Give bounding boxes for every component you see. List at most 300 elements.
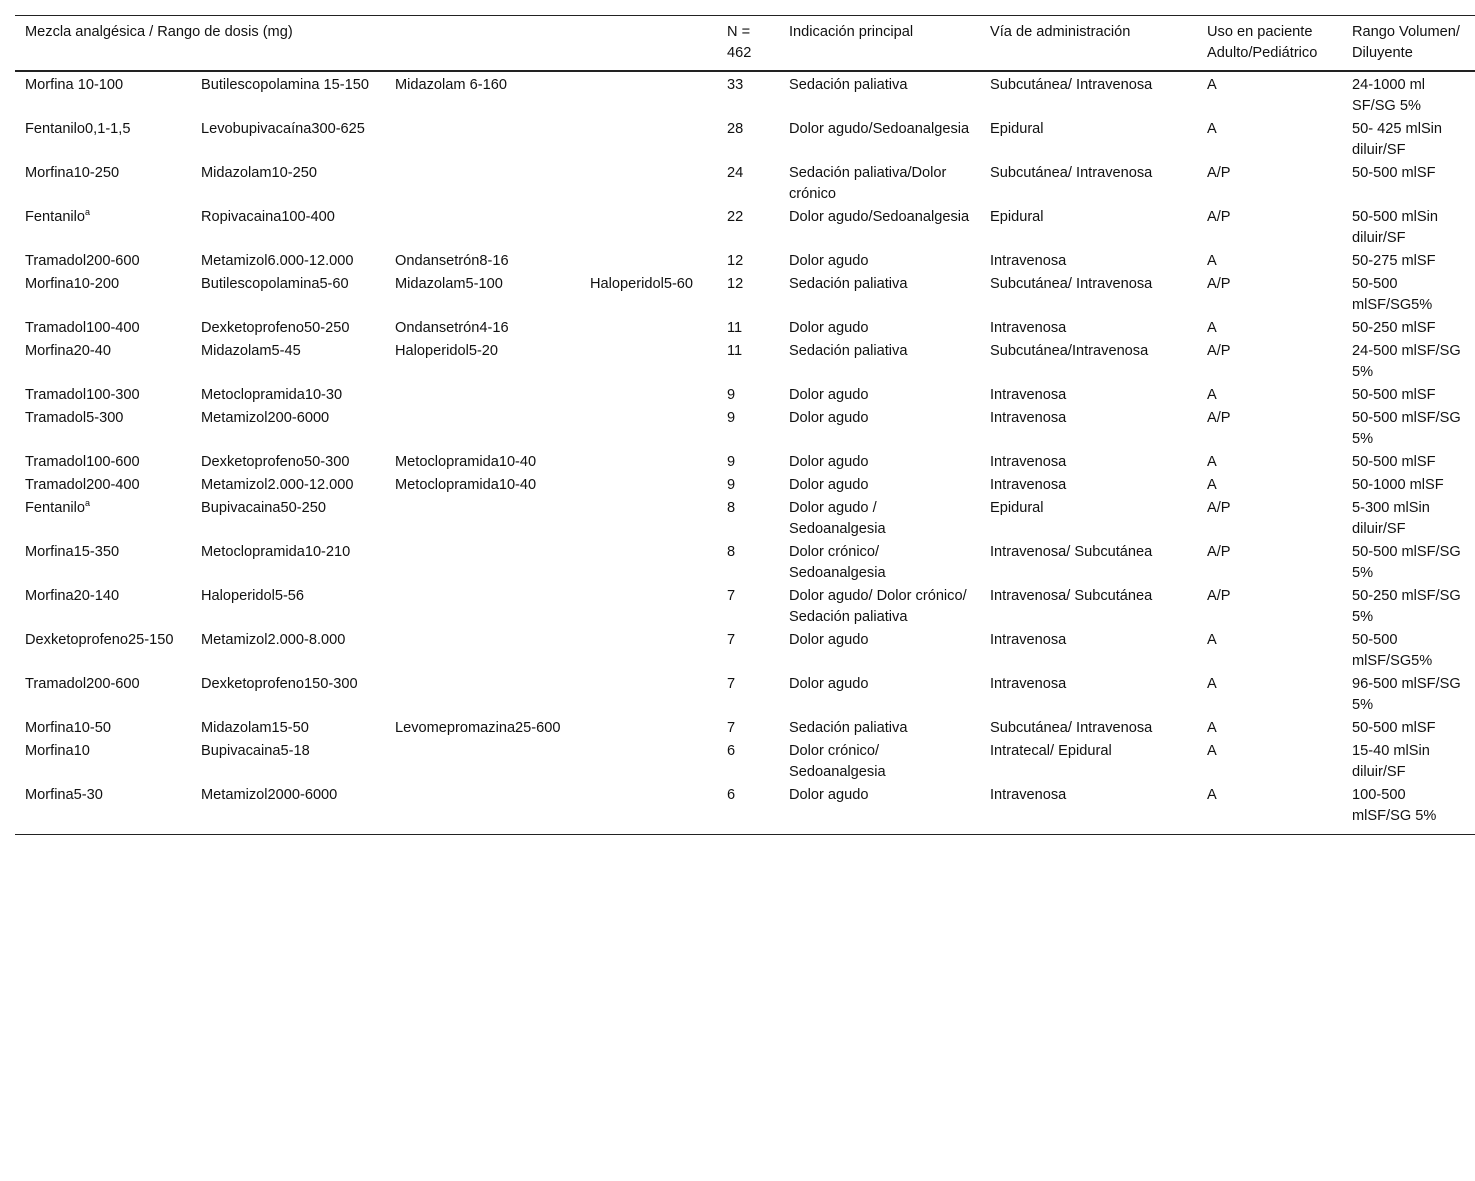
route-cell <box>980 585 1197 629</box>
n-cell <box>717 206 779 250</box>
indication-cell <box>779 317 980 340</box>
route-cell-text: Intratecal/ Epidural <box>990 743 1112 759</box>
route-cell-text: Intravenosa <box>990 387 1067 403</box>
n-cell-text: 7 <box>727 632 736 648</box>
drug-1-cell <box>15 384 191 407</box>
route-cell-text: Intravenosa <box>990 410 1067 426</box>
volume-cell-text: 50-500 mlSF/SG 5% <box>1352 410 1461 447</box>
table-row <box>15 384 1475 407</box>
drug-1-cell <box>15 118 191 162</box>
drug-1-cell-text: Fentanilo <box>25 500 86 516</box>
drug-2-cell-text: Ropivacaina100-400 <box>201 209 335 225</box>
n-cell <box>717 474 779 497</box>
route-cell <box>980 497 1197 541</box>
volume-cell <box>1342 118 1475 162</box>
route-cell-text: Intravenosa <box>990 454 1067 470</box>
drug-1-cell <box>15 340 191 384</box>
indication-cell-text: Dolor agudo/Sedoanalgesia <box>789 121 970 137</box>
volume-cell <box>1342 717 1475 740</box>
route-cell <box>980 673 1197 717</box>
drug-2-cell-text: Metamizol200-6000 <box>201 410 330 426</box>
n-cell-text: 33 <box>727 77 744 93</box>
drug-3-cell <box>385 451 580 474</box>
n-cell <box>717 673 779 717</box>
drug-1-cell <box>15 250 191 273</box>
indication-cell-text: Sedación paliativa <box>789 720 908 736</box>
drug-1-cell-text: Morfina10-250 <box>25 165 120 181</box>
indication-cell <box>779 629 980 673</box>
route-cell-text: Epidural <box>990 121 1044 137</box>
n-cell-text: 7 <box>727 720 736 736</box>
drug-2-cell-text: Metamizol2000-6000 <box>201 787 338 803</box>
drug-2-cell-text: Midazolam15-50 <box>201 720 309 736</box>
table-row <box>15 497 1475 541</box>
drug-2-cell-text: Metoclopramida10-210 <box>201 544 351 560</box>
use-cell-text: A/P <box>1207 588 1231 604</box>
use-cell-text: A <box>1207 632 1217 648</box>
n-cell-text: 6 <box>727 787 736 803</box>
drug-1-cell-text: Tramadol100-600 <box>25 454 140 470</box>
n-cell <box>717 407 779 451</box>
drug-2-cell-text: Dexketoprofeno50-250 <box>201 320 350 336</box>
n-cell-text: 22 <box>727 209 744 225</box>
n-cell-text: 28 <box>727 121 744 137</box>
n-cell-text: 24 <box>727 165 744 181</box>
route-cell-text: Intravenosa/ Subcutánea <box>990 588 1153 604</box>
drug-3-cell <box>385 317 580 340</box>
drug-2-cell <box>191 474 385 497</box>
drug-4-cell <box>580 118 717 162</box>
drug-3-cell <box>385 384 580 407</box>
use-cell <box>1197 541 1342 585</box>
use-cell <box>1197 497 1342 541</box>
volume-cell-text: 96-500 mlSF/SG 5% <box>1352 676 1461 713</box>
volume-cell-text: 50-500 mlSF/SG5% <box>1352 632 1433 669</box>
indication-cell <box>779 340 980 384</box>
drug-1-cell <box>15 407 191 451</box>
drug-2-cell <box>191 118 385 162</box>
n-cell <box>717 740 779 784</box>
drug-1-cell-text: Tramadol200-600 <box>25 676 140 692</box>
drug-1-cell-text: Tramadol100-300 <box>25 387 140 403</box>
route-cell-text: Subcutánea/ Intravenosa <box>990 165 1153 181</box>
drug-3-cell <box>385 162 580 206</box>
indication-cell <box>779 250 980 273</box>
route-cell <box>980 740 1197 784</box>
drug-4-cell <box>580 250 717 273</box>
drug-1-cell <box>15 497 191 541</box>
n-cell-text: 8 <box>727 544 736 560</box>
drug-3-cell-text: Ondansetrón4-16 <box>395 320 509 336</box>
indication-cell <box>779 474 980 497</box>
drug-3-cell <box>385 740 580 784</box>
indication-cell-text: Dolor crónico/ Sedoanalgesia <box>789 743 886 780</box>
drug-2-cell <box>191 629 385 673</box>
indication-cell-text: Dolor agudo/ Dolor crónico/ Sedación paliativa <box>789 588 967 625</box>
drug-3-cell-text: Metoclopramida10-40 <box>395 454 537 470</box>
route-cell <box>980 317 1197 340</box>
drug-1-cell-text: Tramadol100-400 <box>25 320 140 336</box>
use-cell-text: A <box>1207 787 1217 803</box>
drug-2-cell <box>191 206 385 250</box>
drug-2-cell-text: Metoclopramida10-30 <box>201 387 343 403</box>
route-cell <box>980 407 1197 451</box>
volume-cell-text: 50-275 mlSF <box>1352 253 1436 269</box>
drug-2-cell <box>191 250 385 273</box>
n-cell-text: 9 <box>727 477 736 493</box>
table-row <box>15 629 1475 673</box>
drug-2-cell <box>191 451 385 474</box>
n-cell <box>717 340 779 384</box>
footnote-marker: a <box>85 498 91 508</box>
n-cell-text: 11 <box>727 343 743 359</box>
drug-2-cell-text: Midazolam5-45 <box>201 343 301 359</box>
drug-2-cell-text: Butilescopolamina5-60 <box>201 276 349 292</box>
drug-2-cell-text: Dexketoprofeno150-300 <box>201 676 358 692</box>
indication-cell <box>779 384 980 407</box>
n-cell <box>717 717 779 740</box>
n-cell <box>717 250 779 273</box>
volume-cell-text: 15-40 mlSin diluir/SF <box>1352 743 1430 780</box>
indication-cell-text: Dolor agudo <box>789 454 869 470</box>
use-cell <box>1197 585 1342 629</box>
route-cell-text: Subcutánea/ Intravenosa <box>990 77 1153 93</box>
drug-4-cell <box>580 71 717 118</box>
volume-cell-text: 50-500 mlSF <box>1352 165 1436 181</box>
n-cell-text: 11 <box>727 320 743 336</box>
route-cell-text: Subcutánea/ Intravenosa <box>990 720 1153 736</box>
indication-cell-text: Dolor agudo <box>789 387 869 403</box>
drug-3-cell <box>385 673 580 717</box>
route-cell <box>980 717 1197 740</box>
table-row <box>15 317 1475 340</box>
drug-4-cell <box>580 740 717 784</box>
volume-cell <box>1342 629 1475 673</box>
table-row <box>15 673 1475 717</box>
use-cell <box>1197 317 1342 340</box>
volume-cell-text: 50-500 mlSF <box>1352 454 1436 470</box>
route-cell <box>980 71 1197 118</box>
volume-cell <box>1342 273 1475 317</box>
drug-4-cell <box>580 585 717 629</box>
table-header <box>15 16 1475 72</box>
drug-3-cell <box>385 118 580 162</box>
drug-1-cell <box>15 740 191 784</box>
indication-cell <box>779 585 980 629</box>
route-cell <box>980 629 1197 673</box>
indication-cell <box>779 71 980 118</box>
drug-4-cell <box>580 273 717 317</box>
volume-cell <box>1342 407 1475 451</box>
n-cell-text: 7 <box>727 588 736 604</box>
use-cell-text: A <box>1207 387 1217 403</box>
table-row <box>15 273 1475 317</box>
drug-2-cell <box>191 541 385 585</box>
n-cell <box>717 497 779 541</box>
header-route: Vía de administración <box>990 24 1131 40</box>
indication-cell <box>779 717 980 740</box>
route-cell-text: Intravenosa/ Subcutánea <box>990 544 1153 560</box>
drug-3-cell-text: Ondansetrón8-16 <box>395 253 509 269</box>
drug-3-cell <box>385 206 580 250</box>
drug-3-cell-text: Haloperidol5-20 <box>395 343 499 359</box>
use-cell-text: A <box>1207 743 1217 759</box>
drug-1-cell-text: Morfina20-140 <box>25 588 120 604</box>
drug-3-cell-text: Midazolam5-100 <box>395 276 503 292</box>
drug-3-cell-text: Metoclopramida10-40 <box>395 477 537 493</box>
drug-1-cell <box>15 206 191 250</box>
route-cell <box>980 118 1197 162</box>
route-cell <box>980 784 1197 835</box>
n-cell <box>717 629 779 673</box>
volume-cell-text: 50-500 mlSin diluir/SF <box>1352 209 1438 246</box>
volume-cell-text: 50-500 mlSF/SG 5% <box>1352 544 1461 581</box>
drug-1-cell <box>15 585 191 629</box>
drug-4-cell <box>580 340 717 384</box>
drug-1-cell-text: Fentanilo <box>25 209 86 225</box>
drug-2-cell-text: Haloperidol5-56 <box>201 588 305 604</box>
drug-1-cell <box>15 317 191 340</box>
n-cell-text: 7 <box>727 676 736 692</box>
use-cell <box>1197 451 1342 474</box>
table-row <box>15 71 1475 118</box>
drug-1-cell <box>15 673 191 717</box>
volume-cell <box>1342 497 1475 541</box>
drug-3-cell <box>385 71 580 118</box>
indication-cell <box>779 451 980 474</box>
table-row <box>15 206 1475 250</box>
route-cell-text: Epidural <box>990 500 1044 516</box>
volume-cell <box>1342 317 1475 340</box>
drug-1-cell-text: Morfina10-200 <box>25 276 120 292</box>
volume-cell-text: 24-500 mlSF/SG 5% <box>1352 343 1461 380</box>
drug-2-cell <box>191 717 385 740</box>
drug-2-cell <box>191 317 385 340</box>
drug-1-cell-text: Morfina10 <box>25 743 90 759</box>
n-cell <box>717 384 779 407</box>
volume-cell-text: 24-1000 ml SF/SG 5% <box>1352 77 1426 114</box>
n-cell-text: 12 <box>727 253 744 269</box>
header-n: N = 462 <box>727 24 752 61</box>
drug-3-cell <box>385 784 580 835</box>
table-row <box>15 784 1475 835</box>
header-mix: Mezcla analgésica / Rango de dosis (mg) <box>25 24 293 40</box>
indication-cell-text: Dolor agudo <box>789 632 869 648</box>
drug-2-cell <box>191 273 385 317</box>
header-volume: Rango Volumen/ Diluyente <box>1352 24 1460 61</box>
drug-3-cell <box>385 474 580 497</box>
route-cell <box>980 384 1197 407</box>
volume-cell-text: 50-500 mlSF <box>1352 387 1436 403</box>
use-cell <box>1197 784 1342 835</box>
drug-2-cell-text: Bupivacaina50-250 <box>201 500 326 516</box>
use-cell <box>1197 162 1342 206</box>
n-cell <box>717 162 779 206</box>
volume-cell <box>1342 541 1475 585</box>
route-cell-text: Intravenosa <box>990 320 1067 336</box>
drug-2-cell-text: Midazolam10-250 <box>201 165 318 181</box>
indication-cell <box>779 497 980 541</box>
volume-cell <box>1342 250 1475 273</box>
indication-cell-text: Dolor agudo / Sedoanalgesia <box>789 500 886 537</box>
volume-cell-text: 5-300 mlSin diluir/SF <box>1352 500 1430 537</box>
volume-cell-text: 50-1000 mlSF <box>1352 477 1444 493</box>
drug-2-cell <box>191 497 385 541</box>
indication-cell <box>779 541 980 585</box>
use-cell-text: A/P <box>1207 410 1231 426</box>
table-container <box>15 15 1475 835</box>
table-row <box>15 541 1475 585</box>
drug-1-cell <box>15 71 191 118</box>
use-cell <box>1197 740 1342 784</box>
use-cell <box>1197 340 1342 384</box>
route-cell-text: Subcutánea/Intravenosa <box>990 343 1149 359</box>
drug-2-cell-text: Metamizol2.000-8.000 <box>201 632 346 648</box>
indication-cell <box>779 162 980 206</box>
drug-1-cell-text: Morfina10-50 <box>25 720 111 736</box>
indication-cell <box>779 407 980 451</box>
drug-1-cell <box>15 629 191 673</box>
footnote-marker: a <box>85 207 91 217</box>
volume-cell <box>1342 71 1475 118</box>
use-cell-text: A <box>1207 477 1217 493</box>
use-cell <box>1197 273 1342 317</box>
n-cell <box>717 541 779 585</box>
indication-cell-text: Sedación paliativa <box>789 276 908 292</box>
drug-4-cell <box>580 206 717 250</box>
drug-4-cell <box>580 317 717 340</box>
use-cell-text: A <box>1207 121 1217 137</box>
drug-4-cell <box>580 784 717 835</box>
header-use: Uso en paciente Adulto/Pediátrico <box>1207 24 1318 61</box>
use-cell <box>1197 250 1342 273</box>
table-row <box>15 740 1475 784</box>
indication-cell-text: Dolor agudo <box>789 410 869 426</box>
indication-cell-text: Sedación paliativa <box>789 343 908 359</box>
drug-1-cell-text: Fentanilo0,1-1,5 <box>25 121 131 137</box>
n-cell <box>717 118 779 162</box>
table-row <box>15 118 1475 162</box>
n-cell-text: 6 <box>727 743 736 759</box>
drug-3-cell <box>385 629 580 673</box>
n-cell-text: 9 <box>727 410 736 426</box>
table-row <box>15 340 1475 384</box>
route-cell-text: Intravenosa <box>990 253 1067 269</box>
drug-4-cell-text: Haloperidol5-60 <box>590 276 694 292</box>
drug-2-cell <box>191 585 385 629</box>
volume-cell <box>1342 162 1475 206</box>
use-cell-text: A <box>1207 77 1217 93</box>
use-cell <box>1197 71 1342 118</box>
drug-4-cell <box>580 451 717 474</box>
route-cell <box>980 273 1197 317</box>
drug-2-cell <box>191 407 385 451</box>
drug-3-cell <box>385 407 580 451</box>
volume-cell <box>1342 673 1475 717</box>
drug-3-cell <box>385 585 580 629</box>
n-cell <box>717 585 779 629</box>
drug-4-cell <box>580 629 717 673</box>
drug-2-cell-text: Dexketoprofeno50-300 <box>201 454 350 470</box>
analgesic-mixtures-table <box>15 15 1475 835</box>
use-cell <box>1197 629 1342 673</box>
indication-cell-text: Dolor agudo <box>789 477 869 493</box>
drug-4-cell <box>580 717 717 740</box>
volume-cell <box>1342 340 1475 384</box>
volume-cell <box>1342 384 1475 407</box>
drug-1-cell <box>15 451 191 474</box>
drug-3-cell <box>385 250 580 273</box>
use-cell-text: A <box>1207 454 1217 470</box>
drug-2-cell <box>191 740 385 784</box>
drug-3-cell-text: Levomepromazina25-600 <box>395 720 561 736</box>
volume-cell <box>1342 585 1475 629</box>
route-cell <box>980 340 1197 384</box>
drug-1-cell-text: Morfina 10-100 <box>25 77 124 93</box>
drug-1-cell-text: Tramadol5-300 <box>25 410 124 426</box>
drug-2-cell <box>191 340 385 384</box>
drug-4-cell <box>580 384 717 407</box>
volume-cell-text: 100-500 mlSF/SG 5% <box>1352 787 1437 824</box>
drug-1-cell <box>15 474 191 497</box>
drug-1-cell <box>15 273 191 317</box>
table-row <box>15 407 1475 451</box>
use-cell <box>1197 407 1342 451</box>
volume-cell-text: 50-250 mlSF/SG 5% <box>1352 588 1461 625</box>
use-cell <box>1197 474 1342 497</box>
indication-cell-text: Dolor agudo <box>789 253 869 269</box>
drug-3-cell <box>385 541 580 585</box>
table-row <box>15 717 1475 740</box>
indication-cell-text: Dolor agudo <box>789 787 869 803</box>
drug-1-cell-text: Tramadol200-600 <box>25 253 140 269</box>
drug-1-cell <box>15 541 191 585</box>
volume-cell-text: 50- 425 mlSin diluir/SF <box>1352 121 1443 158</box>
drug-4-cell <box>580 497 717 541</box>
table-row <box>15 474 1475 497</box>
drug-1-cell-text: Dexketoprofeno25-150 <box>25 632 174 648</box>
indication-cell-text: Sedación paliativa <box>789 77 908 93</box>
use-cell <box>1197 206 1342 250</box>
n-cell-text: 12 <box>727 276 744 292</box>
use-cell <box>1197 384 1342 407</box>
drug-2-cell-text: Metamizol2.000-12.000 <box>201 477 354 493</box>
drug-1-cell-text: Morfina20-40 <box>25 343 111 359</box>
indication-cell <box>779 673 980 717</box>
n-cell <box>717 784 779 835</box>
indication-cell-text: Sedación paliativa/Dolor crónico <box>789 165 947 202</box>
drug-1-cell <box>15 784 191 835</box>
use-cell-text: A/P <box>1207 544 1231 560</box>
drug-1-cell-text: Morfina15-350 <box>25 544 120 560</box>
indication-cell-text: Dolor crónico/ Sedoanalgesia <box>789 544 886 581</box>
use-cell-text: A/P <box>1207 209 1231 225</box>
n-cell <box>717 451 779 474</box>
drug-3-cell-text: Midazolam 6-160 <box>395 77 507 93</box>
use-cell <box>1197 118 1342 162</box>
header-row <box>15 16 1475 72</box>
route-cell <box>980 250 1197 273</box>
drug-1-cell-text: Tramadol200-400 <box>25 477 140 493</box>
use-cell-text: A <box>1207 676 1217 692</box>
drug-2-cell-text: Butilescopolamina 15-150 <box>201 77 369 93</box>
table-row <box>15 585 1475 629</box>
drug-1-cell-text: Morfina5-30 <box>25 787 103 803</box>
table-row <box>15 451 1475 474</box>
route-cell-text: Intravenosa <box>990 787 1067 803</box>
drug-3-cell <box>385 717 580 740</box>
drug-2-cell <box>191 71 385 118</box>
